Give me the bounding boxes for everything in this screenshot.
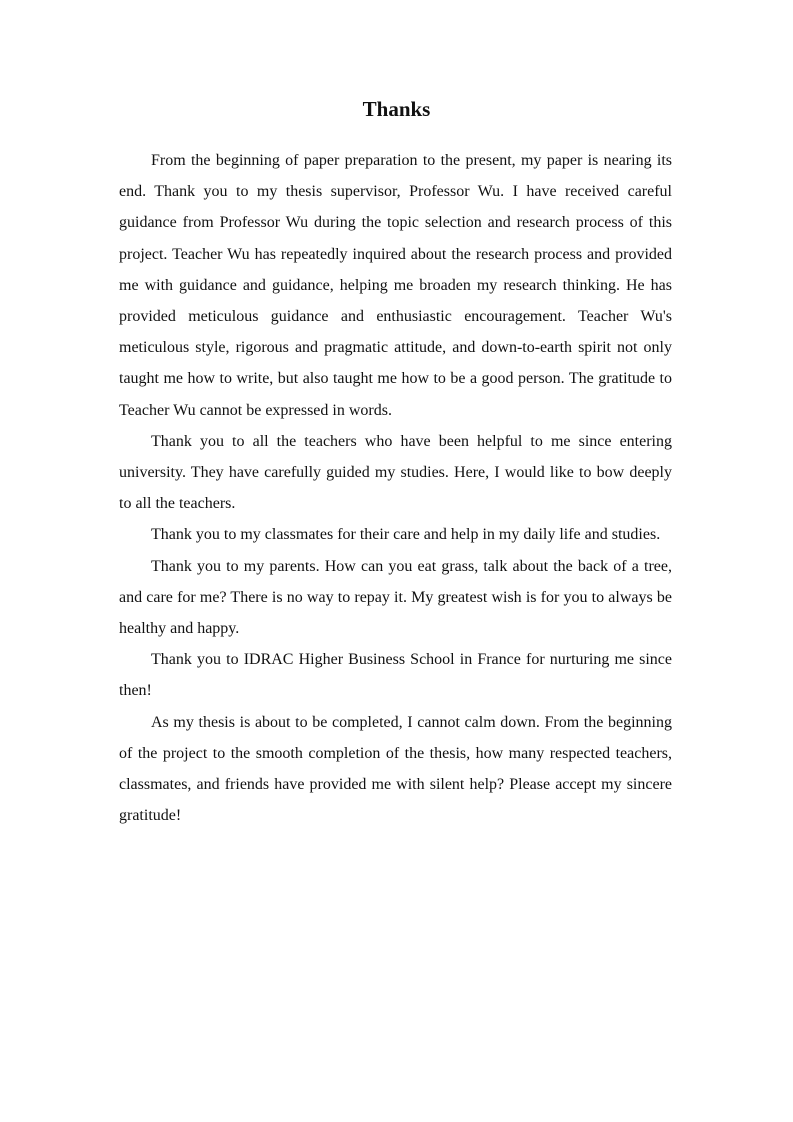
document-body [119, 145, 672, 831]
paragraph-closing-thanks: As my thesis is about to be completed, I cannot calm down. From the beginning of the project to the smooth completion of the thesis, how many respected teachers, classmates, and friends have provided me with silent help? Please accept my sincere gratitude! [119, 713, 672, 825]
paragraph-teachers-thanks: Thank you to all the teachers who have been helpful to me since entering university. They have carefully guided my studies. Here, I would like to bow deeply to all the teachers. [119, 432, 672, 513]
paragraph-parents-thanks: Thank you to my parents. How can you eat grass, talk about the back of a tree, and care for me? There is no way to repay it. My greatest wish is for you to always be healthy and happy. [119, 557, 672, 638]
paragraph-supervisor-thanks: From the beginning of paper preparation to the present, my paper is nearing its end. Thank you to my thesis supervisor, Professor Wu. I have received careful guidance from Professor Wu during the topic selection and research process of this project. Teacher Wu has repeatedly inquired about the research process and provided me with guidance and guidance, helping me broaden my research thinking. He has provided meticulous guidance and enthusiastic encouragement. Teacher Wu's meticulous style, rigorous and pragmatic attitude, and down-to-earth spirit not only taught me how to write, but also taught me how to be a good person. The gratitude to Teacher Wu cannot be expressed in words. [119, 152, 672, 419]
paragraph-classmates-thanks: Thank you to my classmates for their care and help in my daily life and studies. [151, 526, 661, 544]
page-title: Thanks [362, 97, 431, 121]
paragraph-school-thanks: Thank you to IDRAC Higher Business School in France for nurturing me since then! [119, 651, 672, 700]
